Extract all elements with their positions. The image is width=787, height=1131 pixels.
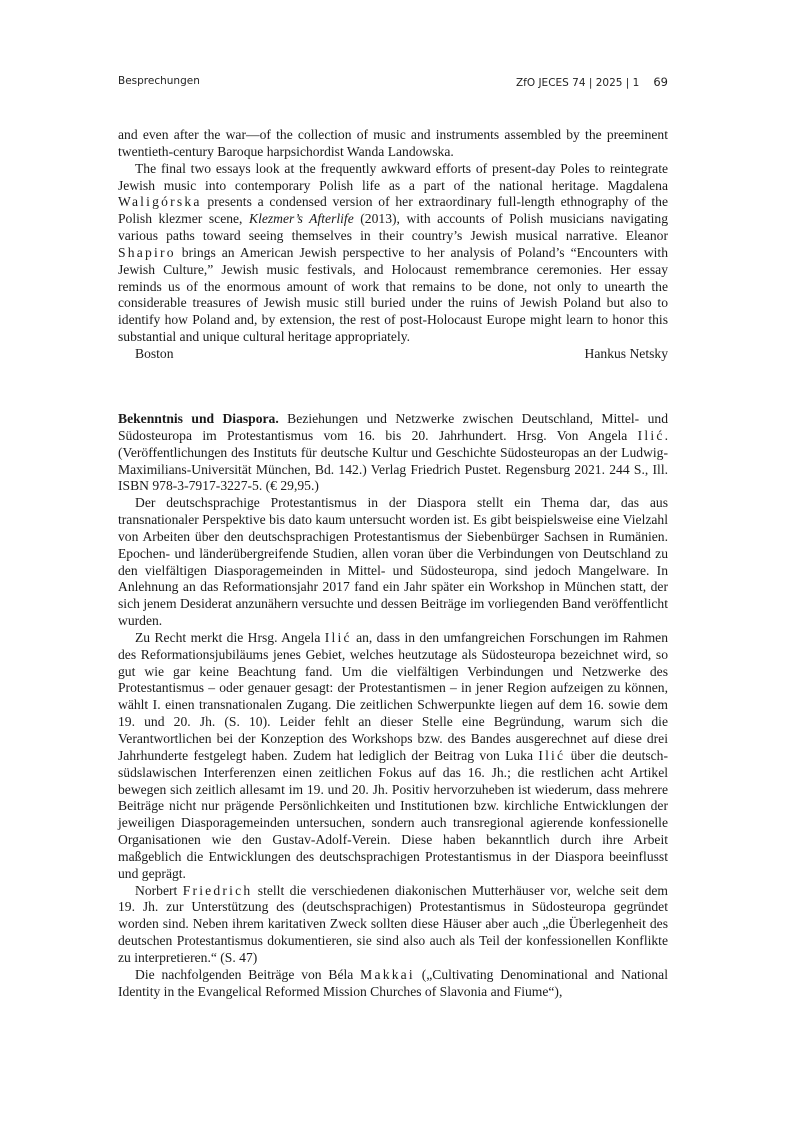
running-header: [118, 75, 668, 91]
review1-paragraph-2: The final two essays look at the frequently awkward efforts of present-day Poles to reintegrate Jewish music into contemporary Polish life as a part of the national heritage. Magdalena Waligórska presents a condensed version of her extraordinary full-length ethnography of the Polish klezmer scene, Klezmer’s Afterlife (2013), with accounts of Polish musicians navigating various paths toward seeing themselves in their country’s Jewish musical narrative. Eleanor Shapiro brings an American Jewish perspective to her analysis of Poland’s “Encounters with Jewish Culture,” Jewish music festivals, and Holocaust remembrance ceremonies. Her essay reminds us of the enormous amount of work that remains to be done, not only to unearth the considerable treasures of Jewish music still buried under the ruins of Jewish Poland but also to identify how Poland and, by extension, the rest of post-Holocaust Europe might learn to honor this substantial and unique cultural heritage appropriately.: [118, 160, 668, 345]
review2-paragraph-3: Norbert Friedrich stellt die verschiedenen diakonischen Mutterhäuser vor, welche seit dem 19. Jh. zur Unterstützung des (deutschsprachigen) Protestantismus in Südosteuropa gegründet worden sind. Neben ihrem karitativen Zweck sollten diese Häuser aber auch „die Überlegenheit des deutschen Protestantismus dokumentieren, sie sind also auch als Teil der konfessionellen Konflikte zu interpretieren.“ (S. 47): [118, 882, 668, 965]
author-name: Ilić: [538, 747, 566, 763]
page-number: 69: [653, 75, 668, 89]
page-body: [118, 127, 668, 1001]
author-name: Waligórska: [118, 194, 202, 210]
review2-paragraph-4: Die nachfolgenden Beiträge von Béla Makkai („Cultivating Denominational and National Identity in the Evangelical Reformed Mission Churches of Slavonia and Fiume“),: [118, 966, 668, 999]
book-title: Klezmer’s Afterlife: [249, 211, 354, 227]
review1-signature: [118, 346, 668, 363]
review1-paragraph-1: and even after the war—of the collection of music and instruments assembled by the preeminent twentieth-century Baroque harpsichordist Wanda Landowska.: [118, 127, 668, 159]
author-name: Shapiro: [118, 244, 176, 260]
reviewer-city: Boston: [135, 345, 174, 361]
section-title: Besprechungen: [118, 75, 200, 87]
author-name: Makkai: [360, 966, 415, 982]
review2-paragraph-2: Zu Recht merkt die Hrsg. Angela Ilić an, dass in den umfangreichen Forschungen im Rahmen des Reformationsjubiläums jenes Gebiet, welches heutzutage als Südosteuropa bezeichnet wird, so gut wie gar keine Beachtung fand. Um die vielfältigen Verbindungen und Netzwerke des Protestantismus – oder genauer gesagt: der Protestantismen – in jener Region aufzeigen zu können, wählt I. einen transnationalen Zugang. Die zeitlichen Schwerpunkte liegen auf dem 16. sowie dem 19. und 20. Jh. (S. 10). Leider fehlt an dieser Stelle eine Begründung, warum sich die Verantwortlichen bei der Konzeption des Workshops bzw. des Bandes ausgerechnet auf diese drei Jahrhunderte festgelegt haben. Zudem hat lediglich der Beitrag von Luka Ilić über die deutsch-südslawischen Interferenzen einen zeitlichen Fokus auf das 16. Jh.; die restlichen acht Artikel bewegen sich zeitlich allesamt im 19. und 20. Jh. Positiv hervorzuheben ist wiederum, dass mehrere Beiträge nicht nur prägende Persönlichkeiten und Institutionen bzw. kirchliche Entwicklungen der jeweiligen Diasporagemeinden untersuchen, sondern auch transregional agierende konfessionelle Organisationen wie den Gustav-Adolf-Verein. Diese haben bekanntlich durch ihre Arbeit maßgeblich die Entwicklungen des deutschsprachigen Protestantismus in der Diaspora beeinflusst und geprägt.: [118, 629, 668, 881]
reviewer-name: Hankus Netsky: [584, 345, 668, 361]
journal-citation: ZfO JECES 74 | 2025 | 1: [515, 77, 640, 89]
journal-info: [516, 75, 668, 89]
author-name: Friedrich: [182, 882, 253, 898]
review2-title: Bekenntnis und Diaspora.: [118, 410, 279, 426]
editor-name: Ilić: [637, 427, 665, 443]
author-name: Ilić: [324, 629, 352, 645]
review2-bibliography: Bekenntnis und Diaspora. Beziehungen und Netzwerke zwischen Deutschland, Mittel- und Südosteuropa im Protestantismus vom 16. bis 20. Jahrhundert. Hrsg. Von Angela Ilić. (Veröffentlichungen des Instituts für deutsche Kultur und Geschichte Südosteuropas an der Ludwig-Maximilians-Universität München, Bd. 142.) Verlag Friedrich Pustet. Regensburg 2021. 244 S., Ill. ISBN 978-3-7917-3227-5. (€ 29,95.): [118, 410, 668, 494]
review2-paragraph-1: Der deutschsprachige Protestantismus in der Diaspora stellt ein Thema dar, das aus transnationaler Perspektive bis dato kaum untersucht worden ist. Es gibt beispielsweise eine Vielzahl von Arbeiten über den deutschsprachigen Protestantismus der Siebenbürger Sachsen in Rumänien. Epochen- und länderübergreifende Studien, allen voran über die Verbindungen von Deutschland zu den vielfältigen Diasporagemeinden in Mittel- und Südosteuropa, sind jedoch Mangelware. In Anlehnung an das Reformationsjahr 2017 fand ein Jahr später ein Workshop in München statt, der sich jenem Desiderat anzunähern versuchte und dessen Beiträge im vorliegenden Band veröffentlicht wurden.: [118, 495, 668, 629]
